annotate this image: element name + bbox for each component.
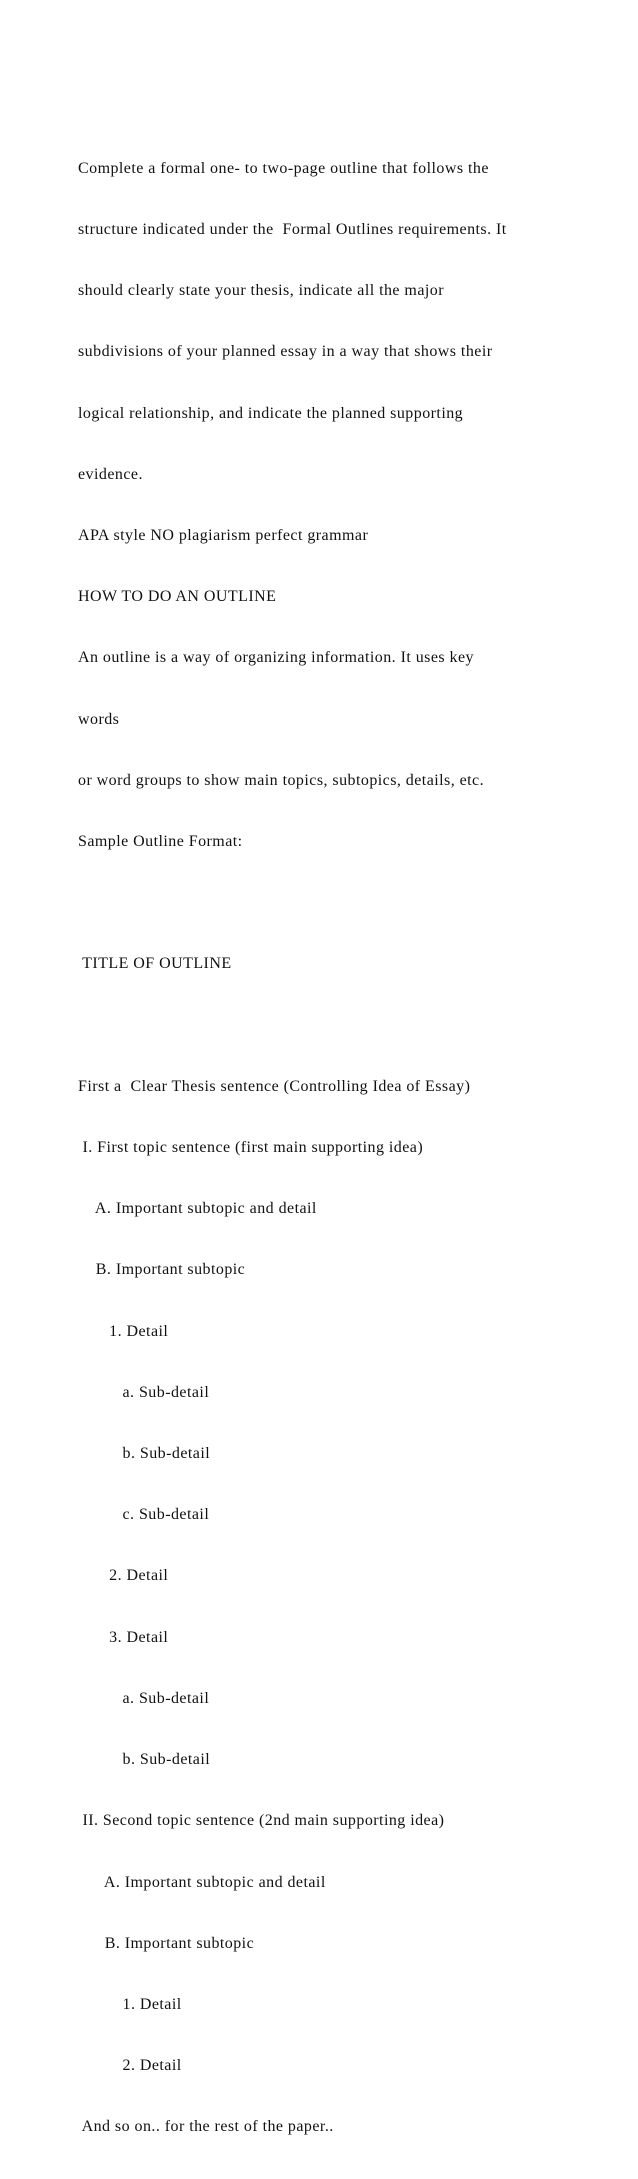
outline-item: A. Important subtopic and detail bbox=[78, 1200, 317, 1218]
outline-item: B. Important subtopic bbox=[78, 1261, 246, 1279]
outline-item: a. Sub-detail bbox=[78, 1383, 210, 1401]
paragraph-line: Complete a formal one- to two-page outline that follows the bbox=[78, 159, 489, 177]
outline-item: 1. Detail bbox=[78, 1995, 182, 2013]
paragraph-line: words bbox=[78, 710, 120, 728]
paragraph-line: subdivisions of your planned essay in a way that shows their bbox=[78, 343, 493, 361]
document-body bbox=[78, 118, 618, 2179]
outline-item: b. Sub-detail bbox=[78, 1445, 211, 1463]
outline-item: B. Important subtopic bbox=[78, 1934, 255, 1952]
paragraph-line: logical relationship, and indicate the planned supporting bbox=[78, 404, 464, 422]
outline-closing: And so on.. for the rest of the paper.. bbox=[78, 2118, 334, 2136]
outline-item: 2. Detail bbox=[78, 1567, 169, 1585]
outline-item: I. First topic sentence (first main supporting idea) bbox=[78, 1139, 424, 1157]
paragraph-line: An outline is a way of organizing information. It uses key bbox=[78, 649, 474, 667]
outline-item: c. Sub-detail bbox=[78, 1506, 210, 1524]
paragraph-line: or word groups to show main topics, subtopics, details, etc. bbox=[78, 771, 485, 789]
requirements-line: APA style NO plagiarism perfect grammar bbox=[78, 527, 369, 545]
blank-line bbox=[78, 1016, 618, 1036]
outline-item: 3. Detail bbox=[78, 1628, 169, 1646]
outline-title: TITLE OF OUTLINE bbox=[78, 955, 232, 973]
outline-item: II. Second topic sentence (2nd main supporting idea) bbox=[78, 1812, 445, 1830]
outline-item: 1. Detail bbox=[78, 1322, 169, 1340]
outline-item: b. Sub-detail bbox=[78, 1751, 211, 1769]
outline-item: 2. Detail bbox=[78, 2057, 182, 2075]
paragraph-line: Sample Outline Format: bbox=[78, 833, 243, 851]
outline-item: A. Important subtopic and detail bbox=[78, 1873, 326, 1891]
outline-thesis: First a Clear Thesis sentence (Controlling Idea of Essay) bbox=[78, 1077, 471, 1095]
section-heading: HOW TO DO AN OUTLINE bbox=[78, 588, 277, 606]
paragraph-line: should clearly state your thesis, indicate all the major bbox=[78, 282, 444, 300]
paragraph-line: structure indicated under the Formal Outlines requirements. It bbox=[78, 221, 507, 239]
paragraph-line: evidence. bbox=[78, 465, 143, 483]
outline-item: a. Sub-detail bbox=[78, 1689, 210, 1707]
blank-line bbox=[78, 893, 618, 913]
